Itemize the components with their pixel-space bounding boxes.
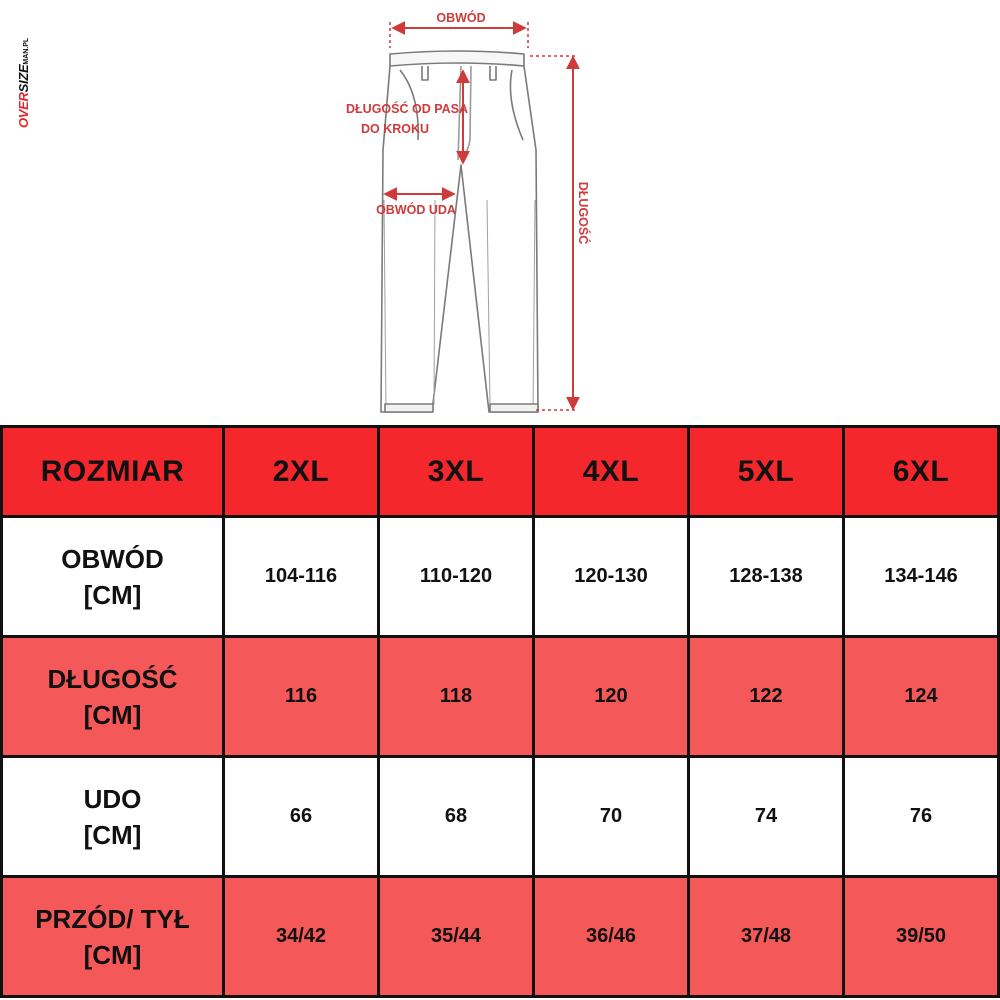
- table-cell: 34/42: [224, 877, 379, 997]
- table-cell: 116: [224, 637, 379, 757]
- table-cell: 120-130: [534, 517, 689, 637]
- header-2xl: 2XL: [224, 427, 379, 517]
- trousers-diagram: [0, 0, 1000, 425]
- row-label: [2, 757, 224, 877]
- size-table: [0, 425, 1000, 998]
- rise-label-line1: DŁUGOŚĆ OD PASA: [346, 102, 468, 116]
- logo-size: SIZE: [16, 64, 31, 93]
- table-cell: 74: [689, 757, 844, 877]
- waist-label: OBWÓD: [436, 11, 486, 25]
- row-label-unit: [CM]: [83, 819, 142, 850]
- row-label-line1: OBWÓD: [61, 543, 164, 574]
- table-cell: 122: [689, 637, 844, 757]
- table-cell: 66: [224, 757, 379, 877]
- row-front-back: [2, 877, 999, 997]
- length-label: DŁUGOŚĆ: [576, 181, 590, 245]
- table-cell: 68: [379, 757, 534, 877]
- table-cell: 120: [534, 637, 689, 757]
- table-cell: 70: [534, 757, 689, 877]
- row-thigh: [2, 757, 999, 877]
- table-cell: 124: [844, 637, 999, 757]
- header-6xl: 6XL: [844, 427, 999, 517]
- table-cell: 76: [844, 757, 999, 877]
- logo-domain: MAN.PL: [23, 37, 30, 65]
- table-cell: 36/46: [534, 877, 689, 997]
- row-label-unit: [CM]: [83, 939, 142, 970]
- table-cell: 134-146: [844, 517, 999, 637]
- table-cell: 37/48: [689, 877, 844, 997]
- row-label-line1: UDO: [83, 783, 142, 814]
- row-length: [2, 637, 999, 757]
- header-row: [2, 427, 999, 517]
- header-4xl: 4XL: [534, 427, 689, 517]
- thigh-label: OBWÓD UDA: [376, 203, 456, 217]
- row-label: [2, 877, 224, 997]
- table-cell: 35/44: [379, 877, 534, 997]
- table-cell: 39/50: [844, 877, 999, 997]
- row-label: [2, 637, 224, 757]
- header-5xl: 5XL: [689, 427, 844, 517]
- table-cell: 104-116: [224, 517, 379, 637]
- row-label: [2, 517, 224, 637]
- row-waist: [2, 517, 999, 637]
- table-cell: 118: [379, 637, 534, 757]
- header-3xl: 3XL: [379, 427, 534, 517]
- rise-label-line2: DO KROKU: [360, 122, 430, 136]
- table-cell: 110-120: [379, 517, 534, 637]
- logo-over: OVER: [16, 92, 31, 128]
- row-label-unit: [CM]: [83, 579, 142, 610]
- row-label-unit: [CM]: [83, 699, 142, 730]
- table-cell: 128-138: [689, 517, 844, 637]
- row-label-line1: DŁUGOŚĆ: [47, 663, 178, 694]
- header-size: ROZMIAR: [2, 427, 224, 517]
- row-label-line1: PRZÓD/ TYŁ: [35, 903, 190, 934]
